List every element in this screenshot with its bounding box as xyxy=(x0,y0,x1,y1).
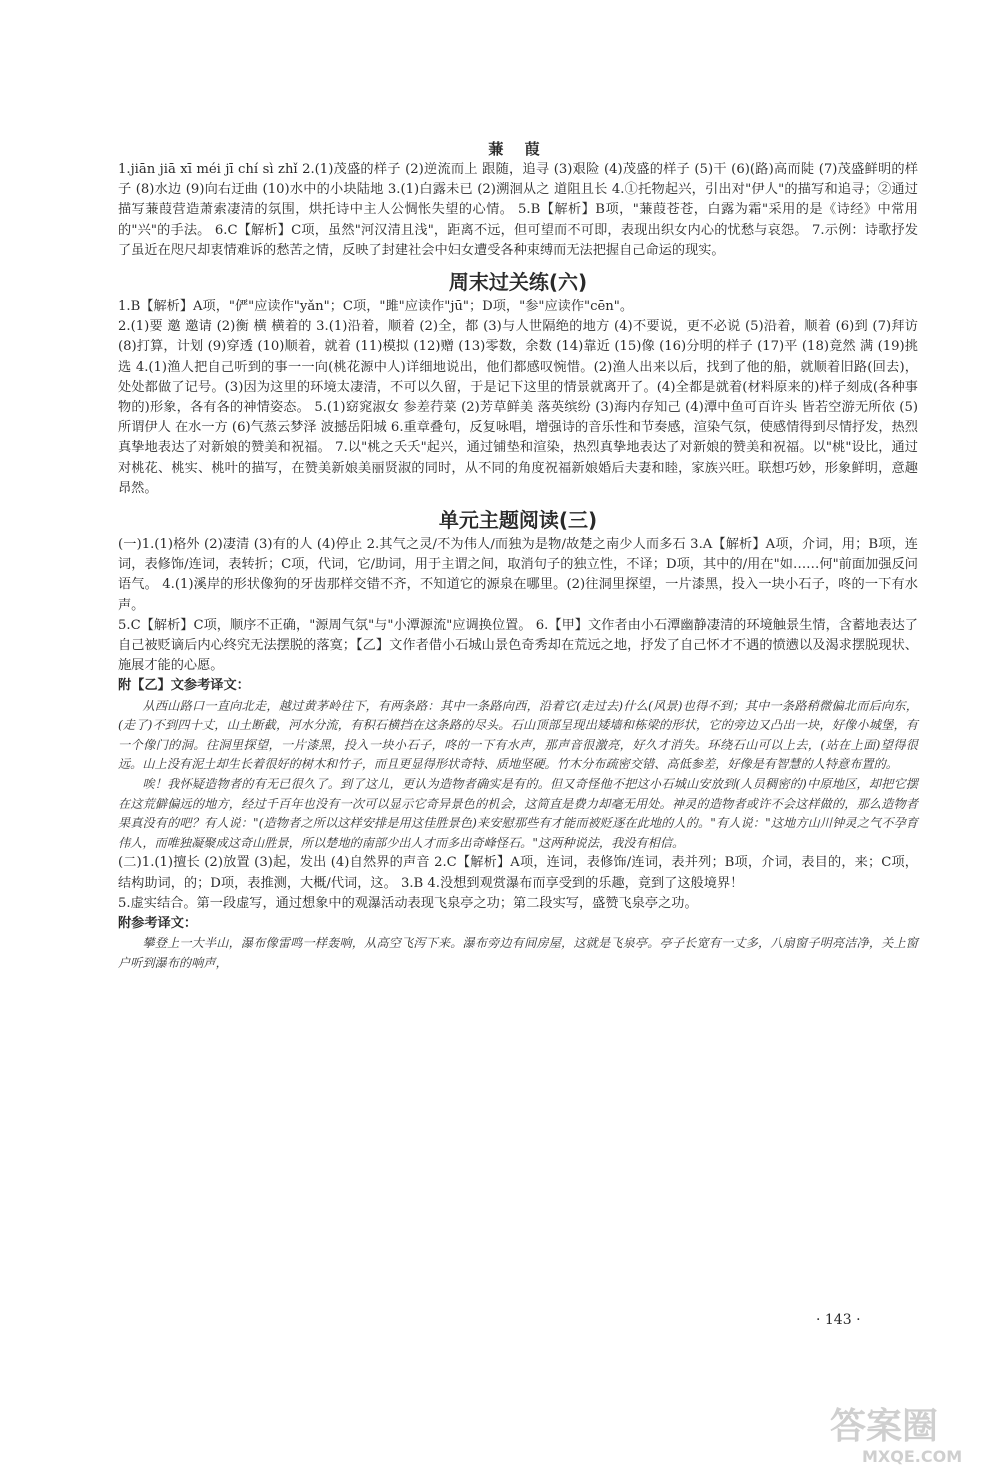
page-number: · 143 · xyxy=(816,1312,861,1328)
watermark-logo xyxy=(824,1398,992,1466)
section-paragraph: 1.B【解析】A项，"俨"应读作"yǎn"；C项，"雎"应读作"jū"；D项，"参"应读作"cēn"。 xyxy=(118,299,634,315)
section-paragraph: 5.C【解析】C项，顺序不正确，"源周气氛"与"小潭源流"应调换位置。 6.【甲】文作者由小石潭幽静凄清的环境触景生情，含蓄地表达了自己被贬谪后内心终究无法摆脱的落寞；【乙】文作者借小石城山景色奇秀却在荒远之地，抒发了自己怀才不遇的愤懑以及渴求摆脱现状、施展才能的心愿。 xyxy=(118,617,918,674)
section-paragraph: 2.(1)要 邀 邀请 (2)衡 横 横着的 3.(1)沿着，顺着 (2)全，都 (3)与人世隔绝的地方 (4)不要说，更不必说 (5)沿着，顺着 (6)到 (7)拜访 (8)打算，计划 (9)穿透 (10)顺着，就着 (11)模拟 (12)赠 (13)零数，余数 (14)靠近 (15)像 (16)分明的样子 (17)平 (18)竟然 满 (19)挑选 4.(1)渔人把自己听到的事一一向(桃花源中人)详细地说出，他们都感叹惋惜。(2)渔人出来以后，找到了他的船，就顺着旧路(回去)，处处都做了记号。(3)因为这里的环境太凄清，不可以久留，于是记下这里的情景就离开了。(4)全都是就着(材料原来的)样子刻成(各种事物的)形象，各有各的神情姿态。 5.(1)窈窕淑女 参差荇菜 (2)芳草鲜美 落英缤纷 (3)海内存知己 (4)潭中鱼可百许头 皆若空游无所依 (5)所谓伊人 在水一方 (6)气蒸云梦泽 波撼岳阳城 6.重章叠句，反复咏唱，增强诗的音乐性和节奏感，渲染气氛，使感情得到尽情抒发，热烈真挚地表达了对新娘的赞美和祝福。 7.以"桃之夭夭"起兴，通过铺垫和渲染，热烈真挚地表达了对新娘的赞美和祝福。以"桃"设比，通过对桃花、桃实、桃叶的描写，在赞美新娘美丽贤淑的同时，从不同的角度祝福新娘婚后夫妻和睦，家族兴旺。联想巧妙，形象鲜明，意趣昂然。 xyxy=(118,319,918,496)
section-paragraph: 1.jiān jiā xī méi jī chí sì zhǐ 2.(1)茂盛的样子 (2)逆流而上 跟随，追寻 (3)艰险 (4)茂盛的样子 (5)干 (6)(路)高而陡 (7)茂盛鲜明的样子 (8)水边 (9)向右迂曲 (10)水中的小块陆地 3.(1)白露未已 (2)溯洄从之 道阻且长 4.①托物起兴，引出对"伊人"的描写和追寻；②通过描写蒹葭营造萧索凄清的氛围，烘托诗中主人公惆怅失望的心情。 5.B【解析】B项，"蒹葭苍苍，白露为霜"采用的是《诗经》中常用的"兴"的手法。 6.C【解析】C项，虽然"河汉清且浅"，距离不远，但可望而不可即，表现出织女内心的忧愁与哀怨。 7.示例：诗歌抒发了虽近在咫尺却衷情难诉的愁苦之情，反映了封建社会中妇女遭受各种束缚而无法把握自己命运的现实。 xyxy=(118,162,918,258)
section-paragraph: 5.虚实结合。第一段虚写，通过想象中的观瀑活动表现飞泉亭之功；第二段实写，盛赞飞泉亭之功。 xyxy=(118,895,698,911)
section-title-weekend-review: 周末过关练(六) xyxy=(448,270,588,295)
section-title-unit-reading: 单元主题阅读(三) xyxy=(438,508,598,533)
answer-page xyxy=(118,138,918,973)
appendix-label: 附参考译文： xyxy=(118,916,198,932)
section-paragraph: (二)1.(1)擅长 (2)放置 (3)起，发出 (4)自然界的声音 2.C【解析】A项，连词，表修饰/连词，表并列；B项，介词，表目的，来；C项，结构助词，的；D项，表推测，大概/代词，这。 3.B 4.没想到观赏瀑布而享受到的乐趣，竟到了这般境界！ xyxy=(118,855,918,891)
watermark-url: MXQE.COM xyxy=(862,1447,963,1466)
translation-paragraph: 攀登上一大半山，瀑布像雷鸣一样轰响，从高空飞泻下来。瀑布旁边有间房屋，这就是飞泉亭。亭子长宽有一丈多，八扇窗子明亮洁净，关上窗户听到瀑布的响声， xyxy=(118,936,918,970)
translation-paragraph: 从西山路口一直向北走，越过黄茅岭往下，有两条路：其中一条路向西，沿着它(走过去)什么(风景)也得不到；其中一条路稍微偏北而后向东，(走了)不到四十丈，山土断截，河水分流，有积石横挡在这条路的尽头。石山顶部呈现出矮墙和栋梁的形状，它的旁边又凸出一块，好像小城堡，有一个像门的洞。往洞里探望，一片漆黑，投入一块小石子，咚的一下有水声，那声音很激亮，好久才消失。环绕石山可以上去，(站在上面)望得很远。山上没有泥土却生长着很好的树木和竹子，而且更显得形状奇特、质地坚硬。竹木分布疏密交错、高低参差，好像是有智慧的人特意布置的。 xyxy=(118,698,918,772)
section-paragraph: (一)1.(1)格外 (2)凄清 (3)有的人 (4)停止 2.其气之灵/不为伟人/而独为是物/故楚之南少人而多石 3.A【解析】A项，介词，用；B项，连词，表修饰/连词，表转折；C项，代词，它/助词，用于主谓之间，取消句子的独立性，不译；D项，其中的/用在"如……何"前面加强反问语气。 4.(1)溪岸的形状像狗的牙齿那样交错不齐，不知道它的源泉在哪里。(2)往洞里探望，一片漆黑，投入一块小石子，咚的一下有水声。 xyxy=(118,537,918,613)
translation-paragraph: 唉！我怀疑造物者的有无已很久了。到了这儿，更认为造物者确实是有的。但又奇怪他不把这小石城山安放到(人员稠密的)中原地区，却把它摆在这荒僻偏远的地方，经过千百年也没有一次可以显示它奇异景色的机会，这简直是费力却毫无用处。神灵的造物者或许不会这样做的，那么造物者果真没有的吧？有人说："(造物者之所以这样安排是用这佳胜景色)来安慰那些有才能而被贬逐在此地的人的。"有人说："这地方山川钟灵之气不孕育伟人，而唯独凝聚成这奇山胜景，所以楚地的南部少出人才而多出奇峰怪石。"这两种说法，我没有相信。 xyxy=(118,777,918,850)
watermark-logo-text: 答案圈 xyxy=(830,1406,939,1447)
section-title-jianjia: 蒹 葭 xyxy=(488,140,548,158)
appendix-label: 附【乙】文参考译文： xyxy=(118,678,250,694)
